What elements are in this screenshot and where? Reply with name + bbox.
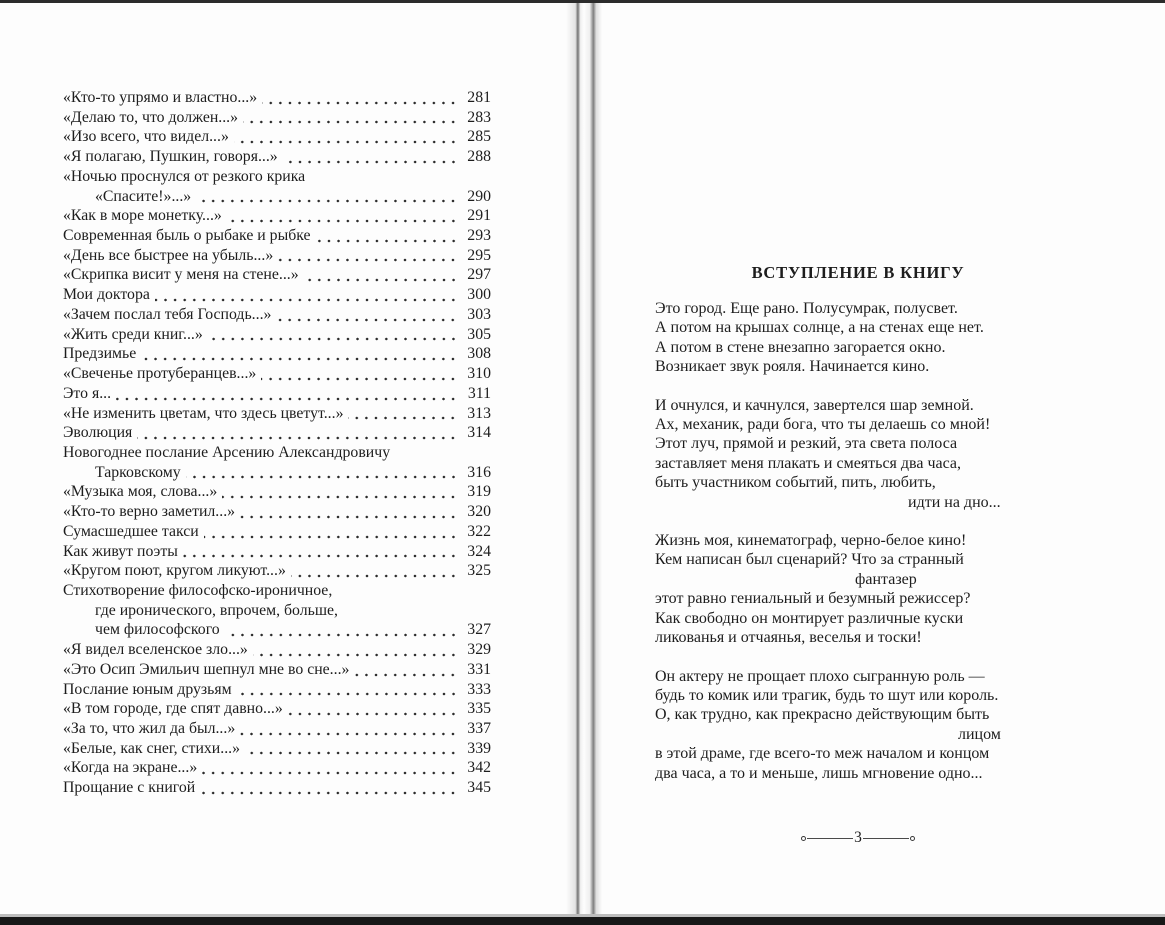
toc-entry-title: «Это Осип Эмильич шепнул мне во сне...» <box>63 660 350 678</box>
toc-entry-title: «Свеченье протуберанцев...» <box>63 365 257 383</box>
toc-entry-page: 293 <box>467 227 491 245</box>
toc-entry <box>63 463 491 483</box>
poem-line: быть участником событий, пить, любить, <box>655 474 936 492</box>
toc-entry-page: 303 <box>467 305 491 323</box>
toc-entry <box>63 108 491 128</box>
dot-leader <box>291 567 460 581</box>
poem-line: Жизнь моя, кинематограф, черно-белое кино! <box>655 532 967 550</box>
toc-entry-title: Сумасшедшее такси <box>63 522 199 540</box>
toc-entry-page: 313 <box>467 404 491 422</box>
toc-entry-title: «Не изменить цветам, что здесь цветут...» <box>63 404 344 422</box>
table-of-contents <box>63 88 491 798</box>
toc-entry-title: «За то, что жил да был...» <box>63 720 236 737</box>
toc-entry-page: 319 <box>467 483 491 501</box>
toc-entry-title: Новогоднее послание Арсению Александровичу <box>63 443 391 461</box>
toc-entry-title: «Делаю то, что должен...» <box>63 108 239 126</box>
toc-entry <box>63 522 491 542</box>
poem-line: А потом на крышах солнце, а на стенах еще нет. <box>655 319 984 337</box>
dot-leader <box>227 212 460 226</box>
toc-entry-page: 300 <box>467 286 491 304</box>
book-spine <box>566 3 602 917</box>
toc-entry-title: чем философского <box>95 621 220 639</box>
dot-leader <box>283 153 460 167</box>
rule-ornament-line-right <box>863 838 909 839</box>
toc-entry-title: «Кто-то верно заметил...» <box>63 503 236 521</box>
toc-entry-title: Современная быль о рыбаке и рыбке <box>63 227 311 245</box>
dot-leader <box>240 725 460 739</box>
poem-line: будь то комик или трагик, будь то шут или король. <box>655 686 999 704</box>
toc-entry <box>63 127 491 147</box>
poem-line: два часа, а то и меньше, лишь мгновение одно... <box>655 764 983 782</box>
dot-leader <box>240 508 460 522</box>
poem-line: О, как трудно, как прекрасно действующим быть <box>655 706 990 724</box>
toc-entry <box>63 364 491 384</box>
dot-leader <box>186 468 460 482</box>
toc-entry-title: Эволюция <box>63 424 133 442</box>
dot-leader <box>183 547 460 561</box>
poem-line: Этот луч, прямой и резкий, эта света полоса <box>655 435 958 453</box>
toc-entry-title: «Музыка моя, слова...» <box>63 483 218 501</box>
dot-leader <box>261 370 460 384</box>
dot-leader <box>204 528 460 542</box>
dot-leader <box>222 488 460 502</box>
poem-line: А потом в стене внезапно загорается окно. <box>655 338 946 356</box>
toc-entry-page: 329 <box>467 641 491 659</box>
toc-entry-page: 339 <box>467 739 491 757</box>
rule-ornament-line-left <box>807 838 853 839</box>
toc-entry <box>63 561 491 581</box>
poem-line: Он актеру не прощает плохо сыгранную роль — <box>655 667 985 685</box>
toc-entry-page: 285 <box>467 128 491 146</box>
poem-line: идти на дно... <box>908 493 1001 511</box>
toc-entry <box>63 325 491 345</box>
toc-entry <box>63 739 491 759</box>
toc-entry <box>63 443 491 463</box>
toc-entry-title: Прощание с книгой <box>63 779 196 797</box>
poem-line: в этой драме, где всего-то меж началом и концом <box>655 745 990 763</box>
toc-entry-title: «Кто-то упрямо и властно...» <box>63 89 258 106</box>
toc-entry-title: «Как в море монетку...» <box>63 207 222 225</box>
toc-entry <box>63 758 491 778</box>
toc-entry <box>63 226 491 246</box>
poem-title: ВСТУПЛЕНИЕ В КНИГУ <box>751 263 965 282</box>
toc-entry-page: 320 <box>467 503 491 521</box>
poem-line: заставляет меня плакать и смеяться два часа, <box>655 454 962 472</box>
toc-entry-page: 281 <box>467 89 491 106</box>
toc-entry-title: «Кругом поют, кругом ликуют...» <box>63 562 286 580</box>
poem-line: И очнулся, и качнулся, завертелся шар земной. <box>655 396 974 414</box>
toc-entry-page: 291 <box>467 207 491 225</box>
toc-entry <box>63 404 491 424</box>
dot-leader <box>141 350 460 364</box>
toc-entry-page: 290 <box>467 187 491 205</box>
poem-line: Как свободно он монтирует различные куски <box>655 609 964 627</box>
dot-leader <box>202 764 460 778</box>
toc-entry <box>63 344 491 364</box>
toc-entry <box>63 482 491 502</box>
toc-entry-page: 324 <box>467 542 491 560</box>
toc-entry-title: Мои доктора <box>63 286 150 304</box>
toc-entry-page: 288 <box>467 148 491 166</box>
toc-entry-title: «Жить среди книг...» <box>63 325 203 343</box>
poem-line: Ах, механик, ради бога, что ты делаешь со мной! <box>655 416 991 434</box>
stanza <box>655 531 1061 647</box>
toc-entry-page: 333 <box>467 680 491 698</box>
page-number-footer <box>655 829 1061 847</box>
dot-leader <box>304 271 460 285</box>
toc-entry <box>63 285 491 305</box>
dot-leader <box>225 626 460 640</box>
poem-body <box>655 299 1061 802</box>
toc-entry <box>63 778 491 798</box>
toc-entry-title: Предзимье <box>63 345 137 363</box>
toc-entry-page: 331 <box>467 660 491 678</box>
toc-entry <box>63 719 491 739</box>
stanza <box>655 396 1061 512</box>
toc-entry-title: Это я... <box>63 384 112 402</box>
toc-entry-title: «Когда на экране...» <box>63 759 198 777</box>
toc-entry-page: 322 <box>467 522 491 540</box>
toc-entry-title: «Ночью проснулся от резкого крика <box>63 167 306 185</box>
toc-entry-page: 314 <box>467 424 491 442</box>
toc-entry <box>63 660 491 680</box>
toc-entry <box>63 502 491 522</box>
stanza <box>655 299 1061 377</box>
poem-line: Кем написан был сценарий? Что за странный <box>655 551 964 569</box>
toc-entry <box>63 246 491 266</box>
toc-entry <box>63 640 491 660</box>
rule-ornament-circle-left-icon <box>801 836 806 841</box>
toc-entry <box>63 206 491 226</box>
toc-entry-page: 308 <box>467 345 491 363</box>
dot-leader <box>137 429 460 443</box>
dot-leader <box>234 133 460 147</box>
poem-line: лицом <box>958 725 1001 743</box>
poem-line: этот равно гениальный и безумный режиссер? <box>655 590 971 608</box>
toc-entry-title: «Зачем послал тебя Господь...» <box>63 305 272 323</box>
dot-leader <box>354 666 460 680</box>
toc-entry <box>63 167 491 187</box>
dot-leader <box>237 685 460 699</box>
toc-entry-page: 295 <box>467 246 491 264</box>
toc-entry-title: «В том городе, где спят давно...» <box>63 700 283 718</box>
dot-leader <box>253 646 460 660</box>
dot-leader <box>243 113 460 127</box>
toc-entry <box>63 265 491 285</box>
poem-line: ликованья и отчаянья, веселья и тоски! <box>655 629 922 647</box>
toc-entry-page: 325 <box>467 562 491 580</box>
toc-entry-page: 311 <box>467 384 491 402</box>
toc-entry-page: 283 <box>467 108 491 126</box>
poem-line: Возникает звук рояля. Начинается кино. <box>655 358 930 376</box>
toc-entry-title: Послание юным друзьям <box>63 680 232 698</box>
toc-entry-page: 297 <box>467 266 491 284</box>
dot-leader <box>196 192 460 206</box>
toc-entry-page: 327 <box>467 621 491 639</box>
poem-line: Это город. Еще рано. Полусумрак, полусвет. <box>655 300 958 317</box>
dot-leader <box>316 232 460 246</box>
toc-entry <box>63 680 491 700</box>
dot-leader <box>208 330 460 344</box>
toc-entry-title: «День все быстрее на убыль...» <box>63 246 274 264</box>
toc-entry-title: Как живут поэты <box>63 542 178 560</box>
toc-entry-page: 337 <box>467 720 491 737</box>
dot-leader <box>348 409 460 423</box>
toc-entry-page: 316 <box>467 463 491 481</box>
toc-entry-title: Стихотворение философско-ироничное, <box>63 581 333 599</box>
toc-entry-page: 335 <box>467 700 491 718</box>
toc-entry-page: 310 <box>467 365 491 383</box>
toc-entry <box>63 620 491 640</box>
toc-entry-title: где иронического, впрочем, больше, <box>95 601 338 619</box>
toc-entry-page: 345 <box>467 779 491 797</box>
toc-entry-title: «Я полагаю, Пушкин, говоря...» <box>63 148 278 166</box>
toc-entry-title: «Спасите!»...» <box>95 187 192 205</box>
toc-entry <box>63 699 491 719</box>
dot-leader <box>278 251 460 265</box>
toc-entry-page: 305 <box>467 325 491 343</box>
stanza <box>655 667 1061 783</box>
poem-line: фантазер <box>855 570 917 588</box>
toc-entry-title: «Белые, как снег, стихи...» <box>63 739 240 757</box>
book-bottom-edge <box>0 917 1165 925</box>
dot-leader <box>245 744 460 758</box>
toc-entry-title: «Изо всего, что видел...» <box>63 128 229 146</box>
dot-leader <box>288 705 460 719</box>
toc-entry <box>63 581 491 601</box>
toc-entry <box>63 88 491 108</box>
dot-leader <box>276 311 460 325</box>
toc-entry <box>63 384 491 404</box>
toc-entry <box>63 423 491 443</box>
toc-entry-title: «Скрипка висит у меня на стене...» <box>63 266 299 284</box>
dot-leader <box>262 94 460 108</box>
toc-entry <box>63 305 491 325</box>
toc-entry-title: «Я видел вселенское зло...» <box>63 641 248 659</box>
toc-entry <box>63 147 491 167</box>
dot-leader <box>155 291 460 305</box>
rule-ornament-circle-right-icon <box>910 836 915 841</box>
toc-entry-page: 342 <box>467 759 491 777</box>
dot-leader <box>116 390 460 404</box>
toc-entry-title: Тарковскому <box>95 463 181 481</box>
dot-leader <box>200 784 460 798</box>
toc-entry <box>63 542 491 562</box>
toc-entry <box>63 601 491 621</box>
page-number: 3 <box>854 829 862 846</box>
toc-entry <box>63 187 491 207</box>
